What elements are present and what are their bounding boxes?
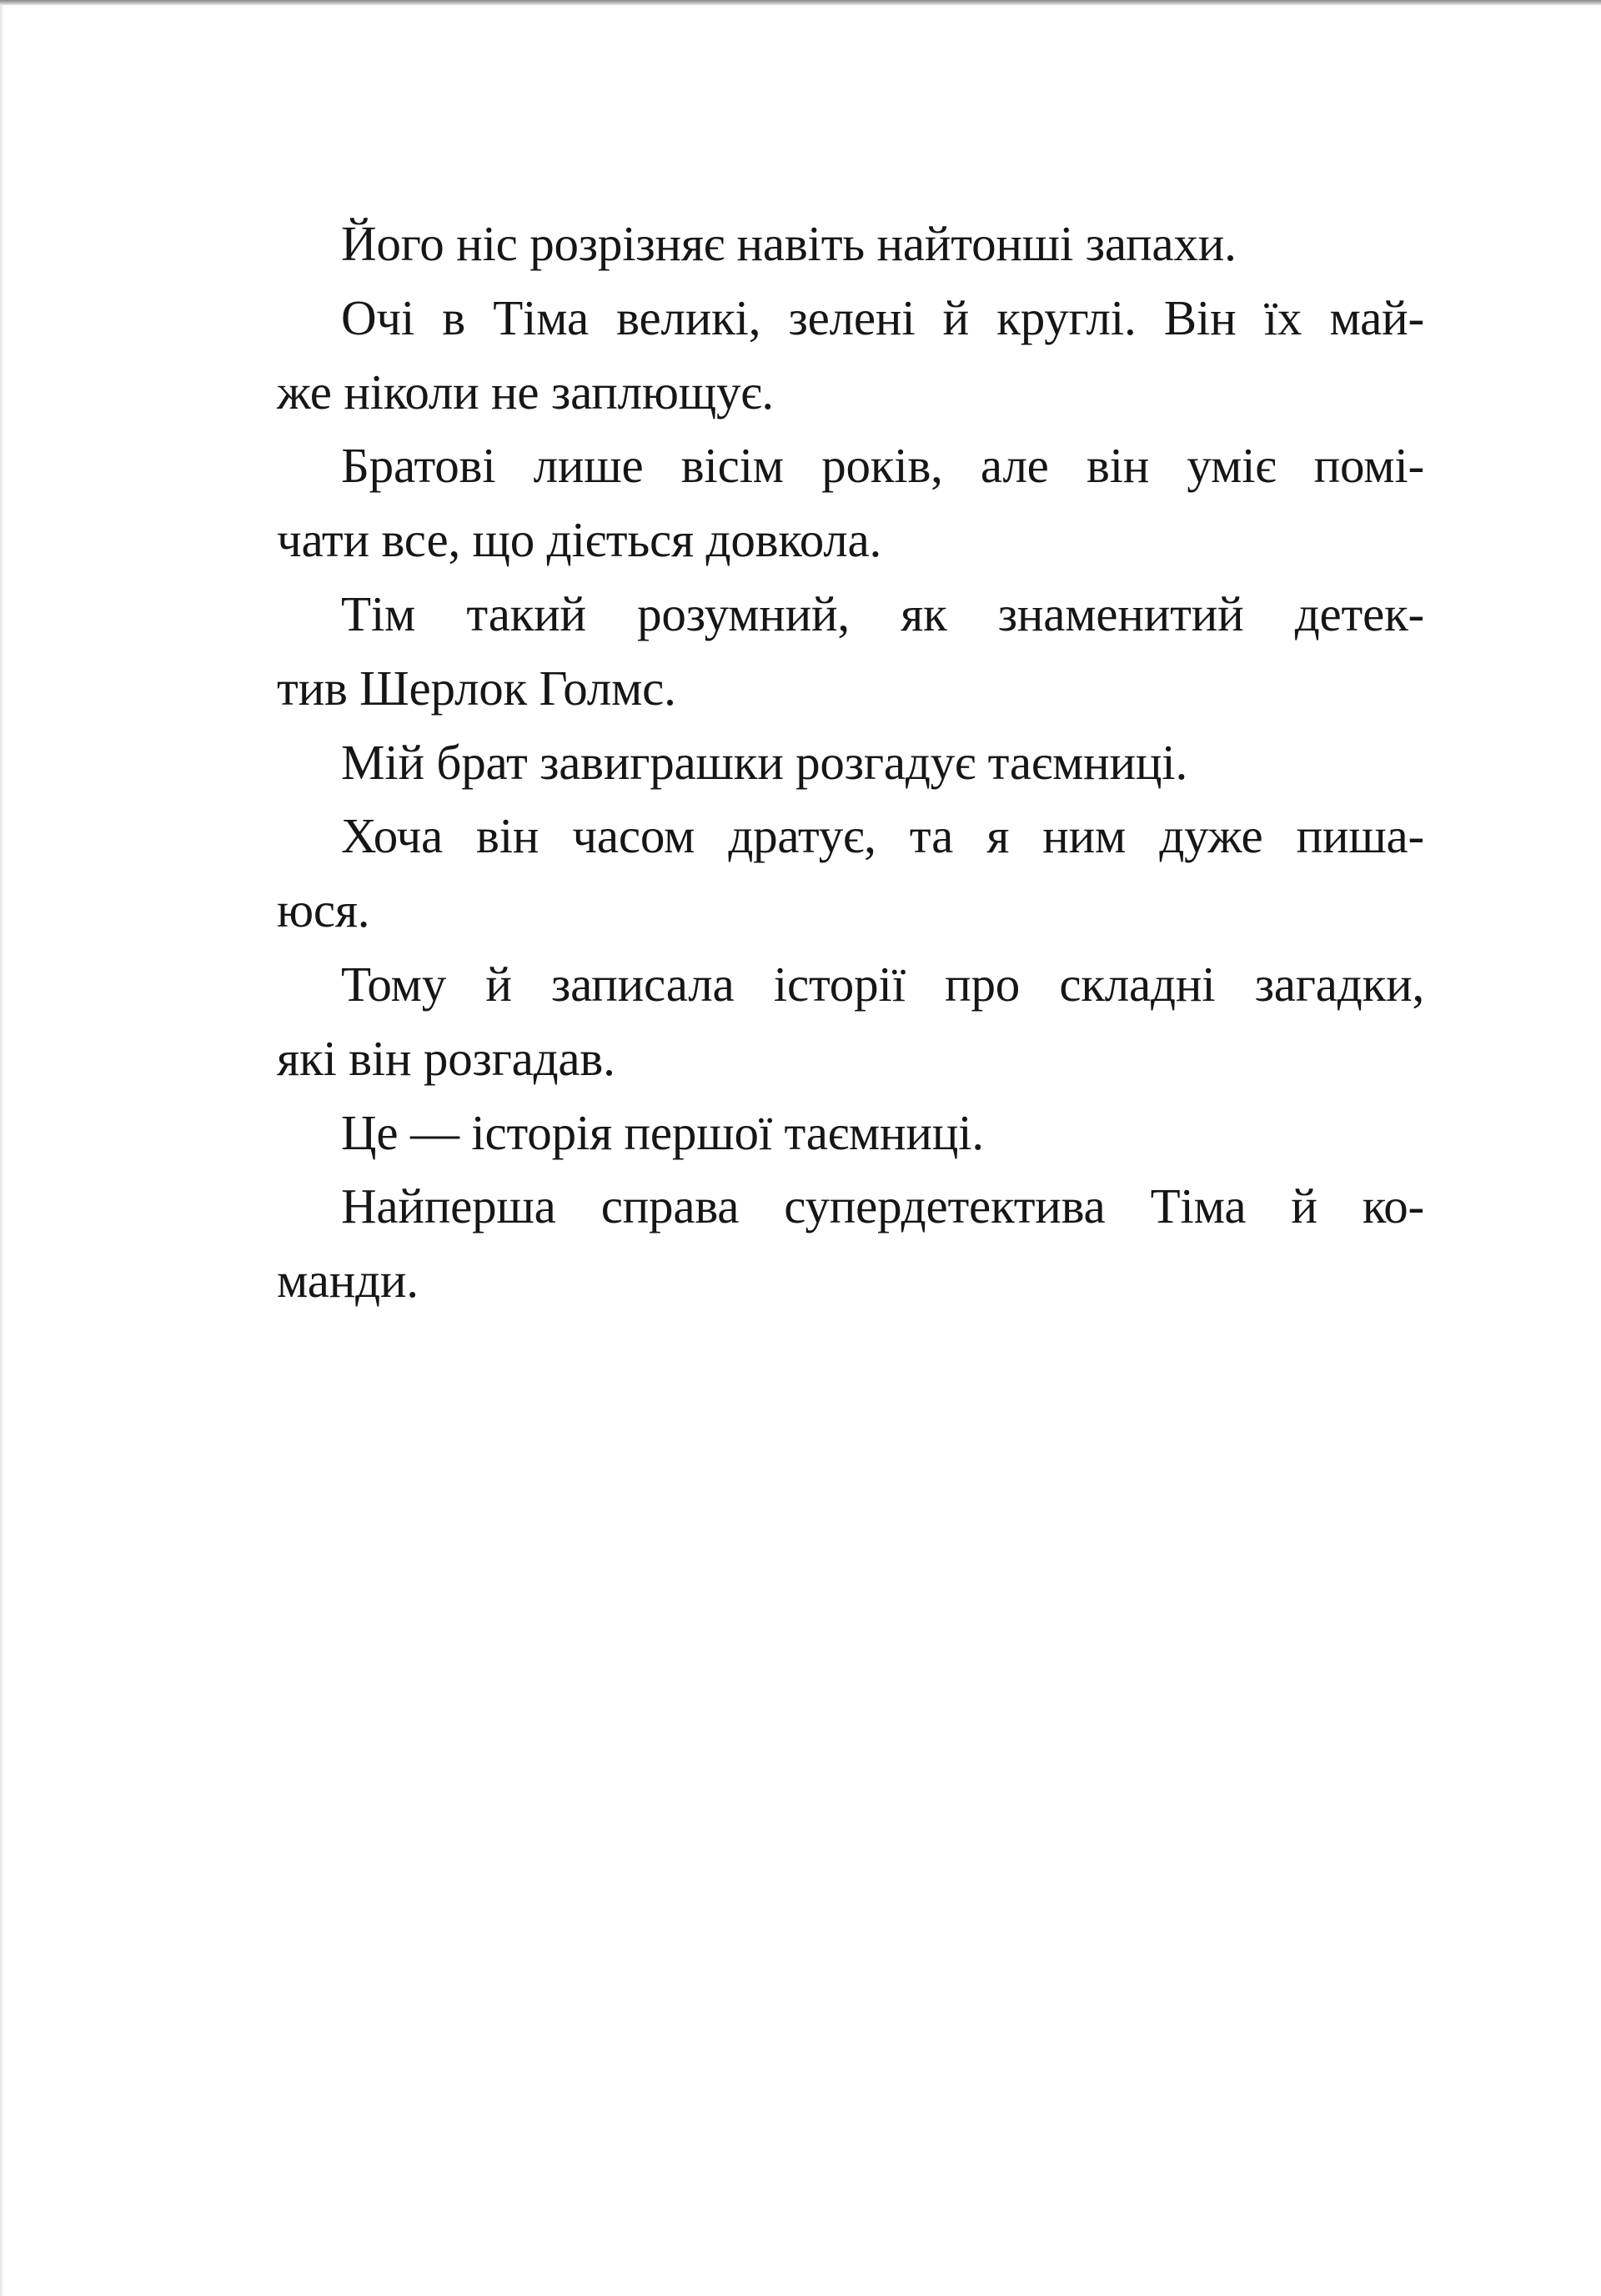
- text-line: Найперша справа супердетектива Тіма й ко-: [341, 1178, 1424, 1234]
- paragraph-3: [213, 429, 1424, 577]
- viewer-left-border: [0, 5, 3, 2296]
- book-page: [213, 207, 1424, 1318]
- text-line: манди.: [277, 1253, 419, 1309]
- text-line: Мій брат завиграшки розгадує таємниці.: [341, 734, 1188, 790]
- text-line: Братові лише вісім років, але він уміє помі-: [341, 438, 1424, 494]
- text-line: чати все, що діється довкола.: [277, 512, 882, 568]
- paragraph-1: [213, 207, 1424, 281]
- text-line: Тім такий розумний, як знаменитий детек-: [341, 585, 1424, 641]
- paragraph-8: [213, 1096, 1424, 1170]
- text-line: юся.: [277, 882, 370, 938]
- paragraph-7: [213, 947, 1424, 1096]
- text-line: Тому й записала історії про складні загадки,: [341, 956, 1424, 1012]
- text-line: які він розгадав.: [277, 1030, 615, 1086]
- text-line: тив Шерлок Голмс.: [277, 660, 676, 716]
- text-line: Його ніс розрізняє навіть найтонші запахи.: [341, 216, 1237, 271]
- paragraph-2: [213, 281, 1424, 430]
- text-line: Це — історія першої таємниці.: [341, 1104, 984, 1160]
- text-line: же ніколи не заплющує.: [277, 364, 774, 420]
- paragraph-9: [213, 1169, 1424, 1318]
- text-line: Хоча він часом дратує, та я ним дуже пиша-: [341, 808, 1424, 864]
- paragraph-5: [213, 726, 1424, 800]
- text-line: Очі в Тіма великі, зелені й круглі. Він їх май-: [341, 289, 1424, 345]
- viewer-top-border: [0, 0, 1601, 5]
- paragraph-6: [213, 799, 1424, 947]
- paragraph-4: [213, 577, 1424, 726]
